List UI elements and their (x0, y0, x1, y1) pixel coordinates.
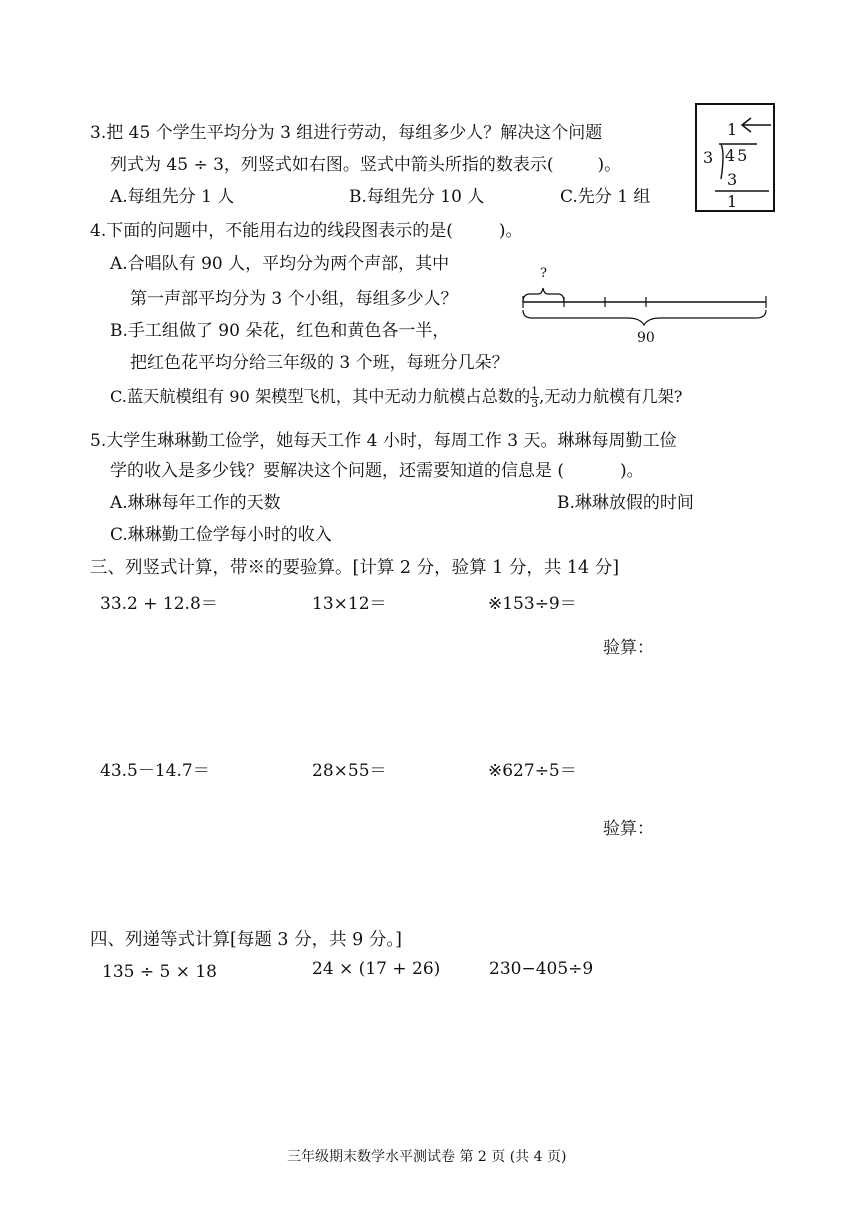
calc-item: 43.5－14.7＝ (100, 761, 210, 781)
calc-item: 135 ÷ 5 × 18 (102, 962, 217, 982)
q3-line1: 3.把 45 个学生平均分为 3 组进行劳动，每组多少人？解决这个问题 (90, 123, 603, 143)
q4-option-b-line1: B.手工组做了 90 朵花，红色和黄色各一半， (110, 321, 450, 341)
q3-line2-end: )。 (597, 155, 622, 175)
diagram-question-mark: ? (540, 266, 547, 281)
division-product: 3 (727, 170, 738, 189)
q5-line2-end: )。 (620, 461, 644, 481)
q4-line1-end: )。 (498, 221, 523, 241)
calc-item: 230−405÷9 (489, 959, 594, 979)
q4-option-c (110, 386, 682, 409)
q3-option-a: A.每组先分 1 人 (110, 187, 235, 207)
calc-item: 13×12＝ (312, 594, 387, 614)
page-footer: 三年级期末数学水平测试卷 第 2 页 (共 4 页) (287, 1149, 567, 1165)
fraction-denominator: 3 (531, 397, 539, 410)
line-segment-diagram (518, 262, 773, 348)
check-label: 验算： (603, 638, 654, 658)
division-dividend: 45 (725, 146, 750, 165)
q4-line1 (90, 220, 523, 242)
diagram-total: 90 (637, 330, 655, 344)
long-division-figure (695, 103, 775, 212)
q5-line1: 5.大学生琳琳勤工俭学，她每天工作 4 小时，每周工作 3 天。琳琳每周勤工俭 (90, 431, 677, 451)
calc-item: ※627÷5＝ (488, 761, 577, 781)
q5-line2-text: 学的收入是多少钱？要解决这个问题，还需要知道的信息是 ( (110, 461, 565, 481)
section3-heading: 三、列竖式计算，带※的要验算。[计算 2 分，验算 1 分，共 14 分] (90, 558, 620, 578)
q5-option-b: B.琳琳放假的时间 (557, 493, 694, 513)
q4-line1-text: 4.下面的问题中，不能用右边的线段图表示的是( (90, 221, 453, 241)
q5-option-a: A.琳琳每年工作的天数 (110, 493, 281, 513)
q4-option-c-text: C.蓝天航模组有 90 架模型飞机，其中无动力航模占总数的 (110, 387, 531, 406)
q4-option-c-end: ,无动力航模有几架? (539, 387, 683, 406)
q5-option-c: C.琳琳勤工俭学每小时的收入 (110, 525, 332, 545)
q3-option-b: B.每组先分 10 人 (349, 187, 485, 207)
fraction-one-third (530, 386, 539, 409)
division-quotient: 1 (727, 120, 738, 139)
arrow-left-icon (742, 118, 771, 132)
section4-heading: 四、列递等式计算[每题 3 分，共 9 分。] (90, 930, 402, 950)
division-divisor: 3 (703, 148, 714, 167)
q4-option-b-line2: 把红色花平均分给三年级的 3 个班，每班分几朵？ (130, 353, 509, 373)
q4-option-a-line1: A.合唱队有 90 人，平均分为两个声部，其中 (110, 254, 450, 274)
fraction-numerator: 1 (531, 385, 539, 398)
q3-option-c: C.先分 1 组 (560, 187, 651, 207)
q5-line2 (110, 460, 644, 482)
division-remainder: 1 (727, 192, 738, 211)
calc-item: 33.2 + 12.8＝ (100, 594, 218, 614)
calc-item: 28×55＝ (312, 761, 387, 781)
q4-option-a-line2: 第一声部平均分为 3 个小组，每组多少人？ (130, 289, 458, 309)
calc-item: 24 × (17 + 26) (312, 959, 441, 979)
q3-line2 (110, 154, 621, 176)
segment-diagram-svg (518, 262, 773, 344)
q3-line2-text: 列式为 45 ÷ 3，列竖式如右图。竖式中箭头所指的数表示( (110, 155, 554, 175)
bottom-brace (523, 310, 766, 325)
top-brace (523, 288, 564, 302)
check-label: 验算： (603, 819, 654, 839)
calc-item: ※153÷9＝ (488, 594, 577, 614)
